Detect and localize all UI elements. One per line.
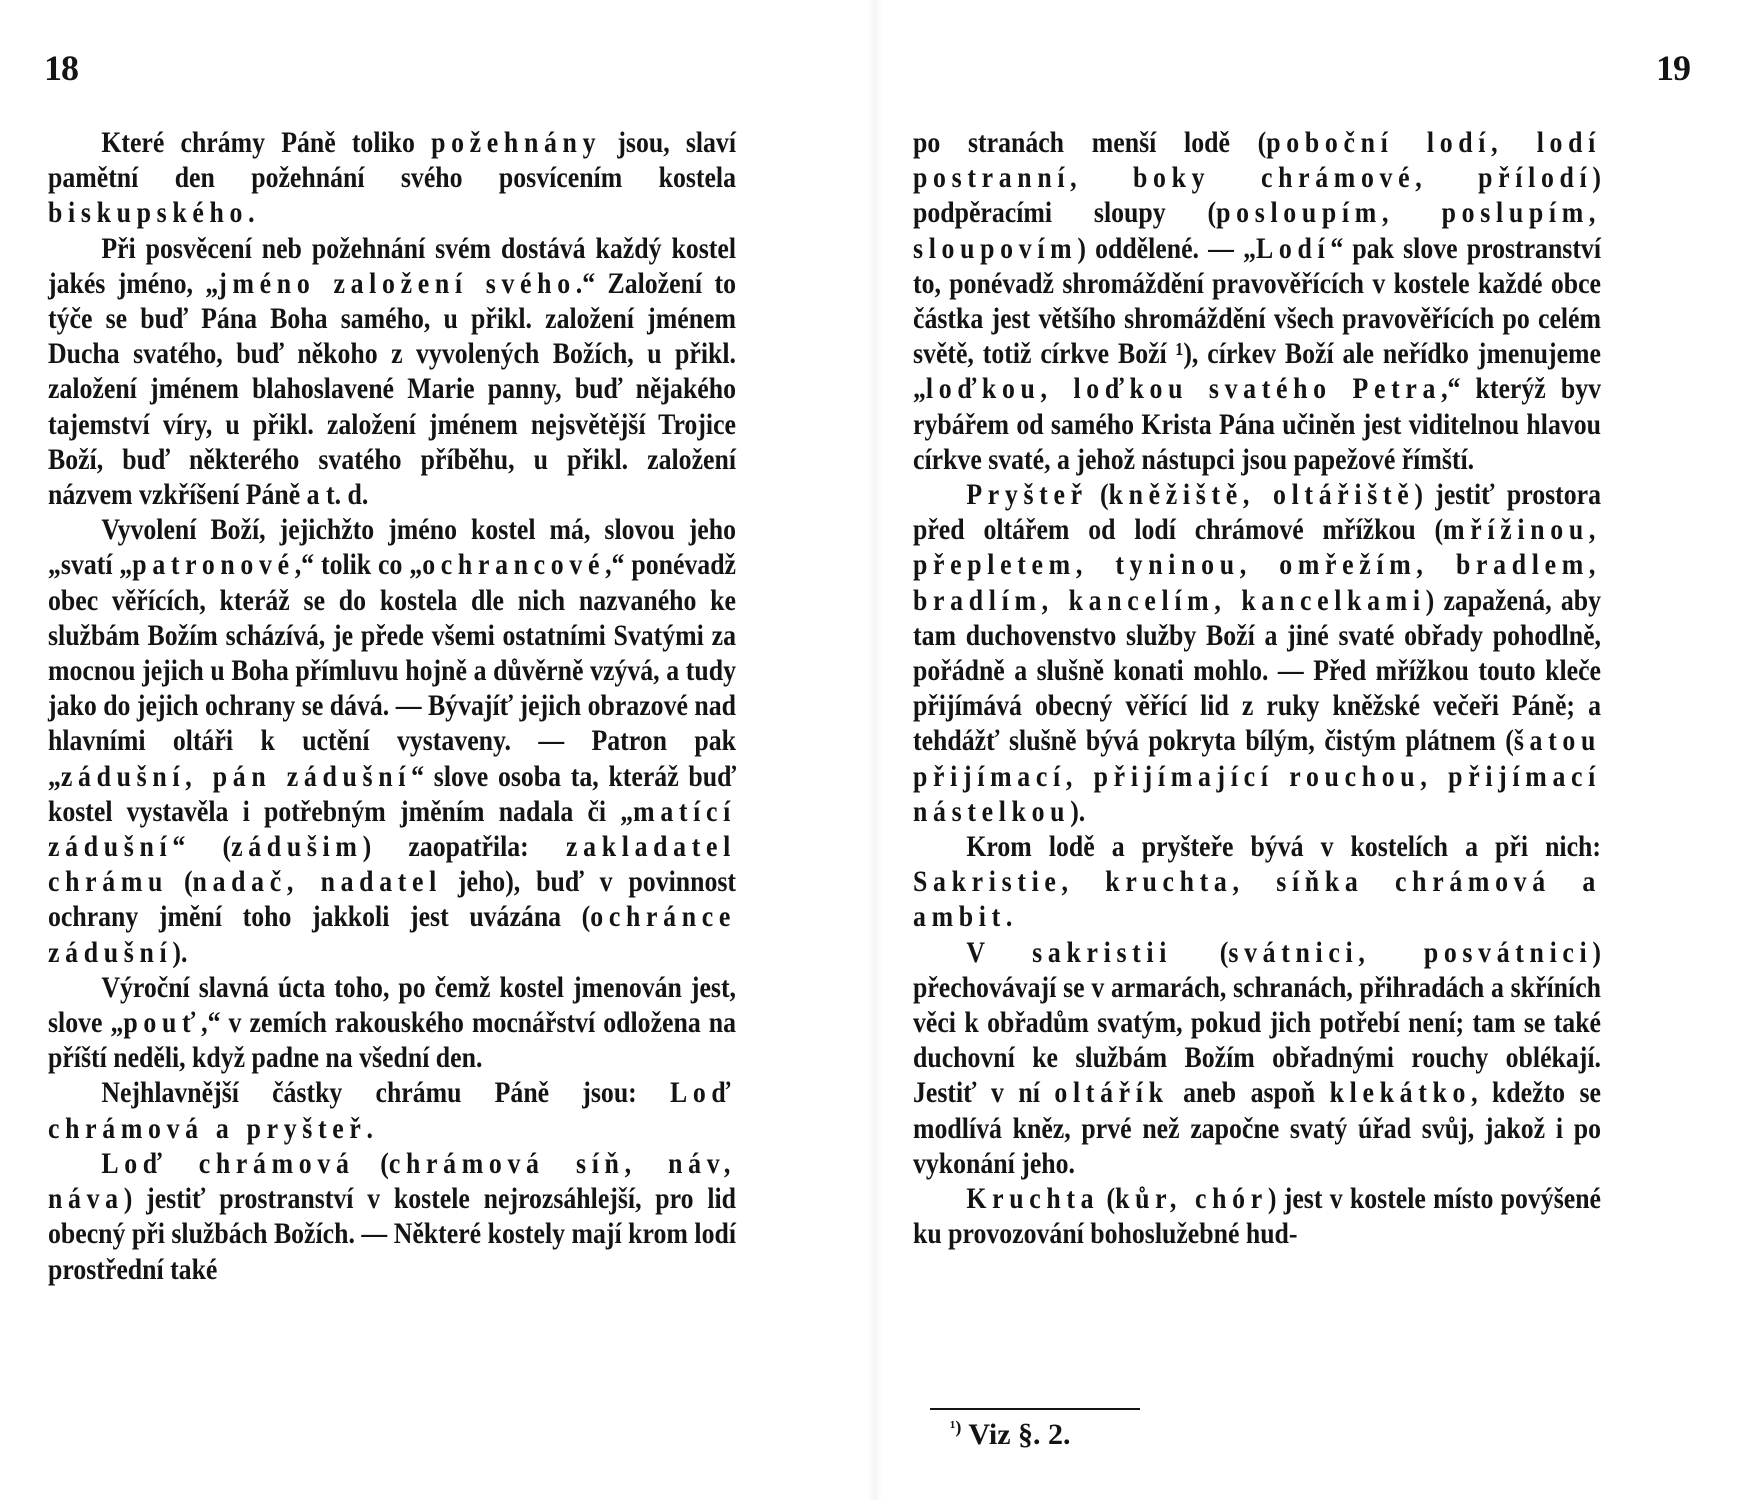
text-run: ) zaopatřila:: [362, 830, 567, 864]
right-text-column: [913, 125, 1601, 1252]
footnote-rule: [930, 1408, 1140, 1410]
text-run: V: [966, 935, 1033, 969]
text-run: .: [366, 1111, 373, 1145]
text-run: Nejhlavnější částky chrámu Páně jsou:: [101, 1076, 670, 1110]
spaced-term: Loď chrámová: [101, 1146, 355, 1180]
text-run: (: [1087, 478, 1109, 512]
spaced-term: matící zádušní: [48, 794, 736, 864]
text-run: (: [1099, 1182, 1116, 1216]
spaced-term: sakristii: [1032, 935, 1173, 969]
right-page: [875, 0, 1750, 1500]
text-run: ) podpěracími sloupy (: [913, 161, 1601, 230]
text-run: aneb aspoň: [1168, 1076, 1330, 1110]
spaced-term: biskupského: [48, 196, 249, 230]
text-run: ,“ v zemích rakouského mocnářství odložena na příští neděli, když padne na všední den.: [48, 1006, 737, 1075]
spaced-term: kněžiště, oltářiště: [1108, 478, 1415, 512]
text-run: ,“ tolik co „: [294, 548, 423, 582]
text-run: ) jestiť prostora před oltářem od lodí chrámové mřížkou (: [913, 478, 1601, 547]
footnote-text: Viz §. 2.: [961, 1418, 1071, 1451]
text-run: po stranách menší lodě (: [913, 126, 1267, 159]
text-run: ) jestiť prostranství v kostele nejrozsáhlejší, pro lid obecný při službách Božích. — Některé kostely mají krom lodí prostřední také: [48, 1182, 737, 1286]
text-run: (: [354, 1146, 389, 1180]
paragraph: [913, 1181, 1601, 1251]
text-run: (: [168, 865, 193, 899]
paragraph: [48, 1075, 736, 1145]
spaced-term: jméno založení svého: [218, 266, 576, 300]
text-run: (: [1172, 935, 1229, 969]
page-number-left: 18: [44, 48, 78, 88]
text-run: ,“ ponévadž obec věřících, kteráž se do kostela dle nich nazvaného ke službám Božím scházívá, je přede všemi ostatními Svatými za mocnou jejich u Boha přímluvu hojně a důvěrně vzývá, a tudy jako do jejich ochrany se dává. — Bývajíť jejich obrazové nad hlavními oltáři k uctění vystaveny. — Patron pak „: [48, 548, 736, 793]
spaced-term: Kruchta: [966, 1182, 1100, 1216]
spaced-term: svátnici, posvátnici: [1228, 935, 1593, 969]
spaced-term: zádušní, pán zádušní: [60, 759, 412, 793]
spaced-term: pouť: [123, 1006, 202, 1040]
text-run: ).: [172, 935, 188, 969]
spaced-term: Loď chrámová a pryšteř: [48, 1076, 736, 1145]
spaced-term: Lodí: [1256, 231, 1331, 265]
paragraph: [913, 829, 1601, 935]
spaced-term: klekátko: [1329, 1076, 1472, 1110]
spaced-term: požehnány: [431, 126, 602, 159]
paragraph: [48, 1146, 736, 1287]
paragraph: [913, 125, 1601, 477]
text-run: ) oddělené. — „: [1077, 231, 1257, 265]
paragraph: [48, 231, 736, 513]
text-run: Krom lodě a pryštеře bývá v kostelích a při nich:: [966, 830, 1601, 864]
paragraph: [913, 477, 1601, 829]
spaced-term: ochránce zádušní: [48, 900, 736, 969]
text-run: ).: [1070, 794, 1086, 828]
spaced-term: poboční lodí, lodí postranní, boky chrámové, přílodí: [913, 126, 1601, 195]
spaced-term: Pryšteř: [966, 478, 1088, 512]
text-run: ,“ kterýž byv rybářem od samého Krista Pána učiněn jest viditelnou hlavou církve svaté, a jehož nástupci jsou papežové římští.: [913, 372, 1601, 476]
paragraph: [48, 512, 736, 970]
text-run: .: [248, 196, 255, 230]
footnote: [950, 1418, 1071, 1450]
paragraph: [48, 125, 736, 231]
text-run: jsou, slaví pamětní den požehnání svého posvícením kostela: [48, 126, 737, 195]
spaced-term: zádušim: [231, 830, 363, 864]
spaced-term: mřížinou, přepletem, tyninou, omřežím, bradlem, bradlím, kancelím, kancelkami: [913, 513, 1601, 617]
text-run: ) jest v kostele místo povýšené ku provozování bohoslužebné hud-: [913, 1182, 1601, 1251]
spaced-term: posloupím, poslupím, sloupovím: [913, 196, 1602, 265]
text-run: ) přechovávají se v armarách, schranách, přihradách a skříních věci k obřadům svatým, pokud jich potřebí není; tam se také duchovní ke službám Božím obřadnými rouchy oblékají. Jestiť v ní: [913, 935, 1601, 1110]
text-run: Vyvolení Boží, jejichžto jméno kostel má, slovou jeho „svatí „: [48, 513, 736, 582]
text-run: Výroční slavná úcta toho, po čemž kostel jmenován jest, slove „: [48, 970, 736, 1040]
paragraph: [913, 935, 1601, 1181]
text-run: , kdežto se modlívá kněz, prvé než započne svatý úřad svůj, jakož i po vykonání jeho.: [913, 1076, 1602, 1180]
text-run: .“ Založení to týče se buď Pána Boha samého, u přikl. založení jménem Ducha svatého, buď někoho z vyvolených Božích, u přikl. založení jménem blahoslavené Marie panny, buď nějakého tajemství víry, u přikl. založení jménem nejsvětější Trojice Boží, buď některého svatého příběhu, u přikl. založení názvem vzkříšení Páně a t. d.: [48, 266, 736, 512]
left-text-column: [48, 125, 736, 1287]
spaced-term: zakladatel chrámu: [48, 830, 736, 899]
spaced-term: loďkou, loďkou svatého Petra: [925, 372, 1442, 406]
text-run: .: [1005, 900, 1013, 934]
spaced-term: chrámová síň, náv, náva: [48, 1146, 736, 1216]
paragraph: [48, 970, 736, 1076]
spaced-term: ochrancové: [422, 548, 606, 582]
spaced-term: šatou přijímací, přijímající rouchou, přijímací nástelkou: [913, 724, 1601, 828]
text-run: “ (: [172, 830, 232, 864]
footnote-marker: ¹): [950, 1417, 962, 1437]
spaced-term: kůr, chór: [1115, 1182, 1268, 1216]
spaced-term: nadač, nadatel: [192, 865, 443, 899]
spaced-term: Sakristie, kruchta, síňka chrámová a ambit: [913, 865, 1601, 934]
text-run: Které chrámy Páně toliko: [101, 126, 432, 159]
spaced-term: oltářík: [1054, 1076, 1169, 1110]
page-number-right: 19: [1656, 48, 1690, 88]
text-run: ) zapažená, aby tam duchovenstvo služby Boží a jiné svaté obřady pohodlně, pořádně a slušně konati mohlo. — Před mřížkou touto kleče přijímává obecný věřící lid z ruky kněžské večeři Páně; a tehdážť slušně bývá pokryta bílým, čistým plátnem (: [913, 583, 1601, 758]
text-run: jeho), buď v povinnost ochrany jmění toho jakkoli jest uvázána (: [48, 865, 736, 934]
text-run: Při posvěcení neb požehnání svém dostává každý kostel jakés jméno, „: [48, 231, 736, 300]
spaced-term: patronové: [132, 548, 295, 582]
text-run: “ pak slove prostranství to, ponévadž shromáždění pravověřících v kostele každé obce částka jest většího shromáždění všech pravověřících po celém světě, totiž církve Boží ¹), církev Boží ale neřídko jmenujeme „: [913, 231, 1601, 406]
text-run: “ slove osoba ta, kteráž buď kostel vystavěla i potřebným jměním nadala či „: [48, 759, 736, 828]
